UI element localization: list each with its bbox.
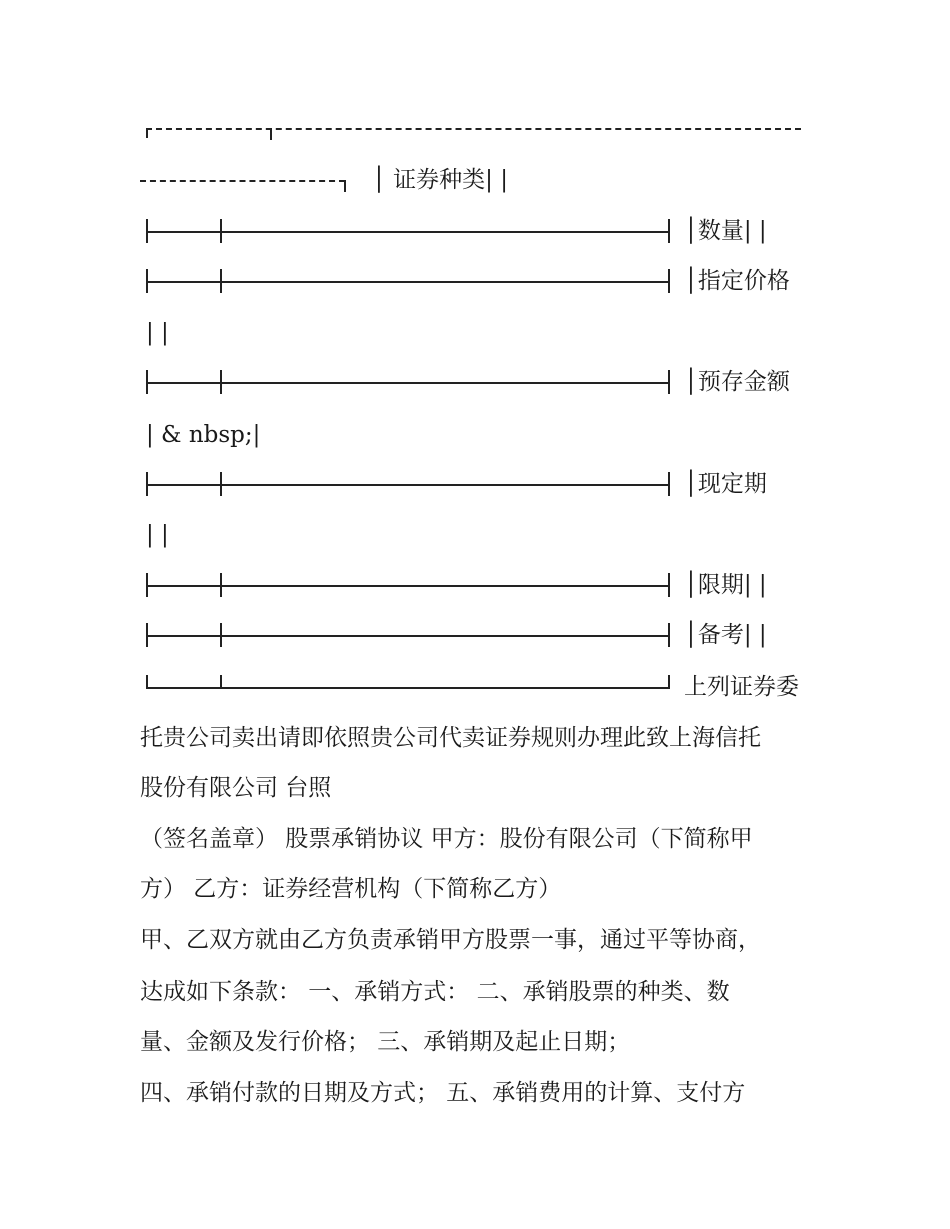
body-line: 股份有限公司 台照	[140, 775, 332, 801]
body-line: 托贵公司卖出请即依照贵公司代卖证券规则办理此致上海信托	[140, 725, 761, 751]
orphan-separator: | & nbsp;|	[146, 422, 261, 448]
header-label: 证券种类	[393, 167, 486, 193]
row-label: 现定期	[697, 471, 767, 497]
body-line: 甲、乙双方就由乙方负责承销甲方股票一事，通过平等协商，	[140, 927, 761, 953]
header-cell: │ 证券种类| |	[372, 167, 508, 193]
row-label: 指定价格	[697, 268, 790, 294]
row-label: 备考	[697, 622, 744, 648]
row-label: 数量	[697, 218, 744, 244]
body-line: 量、金额及发行价格； 三、承销期及起止日期；	[140, 1029, 631, 1055]
body-line: 达成如下条款： 一、承销方式： 二、承销股票的种类、数	[140, 979, 730, 1005]
body-line: （签名盖章） 股票承销协议 甲方：股份有限公司（下简称甲	[140, 826, 753, 852]
footer-label: 上列证券委	[684, 674, 799, 700]
body-line: 方） 乙方：证券经营机构（下简称乙方）	[140, 876, 562, 902]
body-line: 四、承销付款的日期及方式； 五、承销费用的计算、支付方	[140, 1080, 746, 1106]
orphan-separator: | |	[146, 522, 169, 548]
row-label: 预存金额	[697, 369, 790, 395]
orphan-separator: | |	[146, 320, 169, 346]
row-label: 限期	[697, 572, 744, 598]
